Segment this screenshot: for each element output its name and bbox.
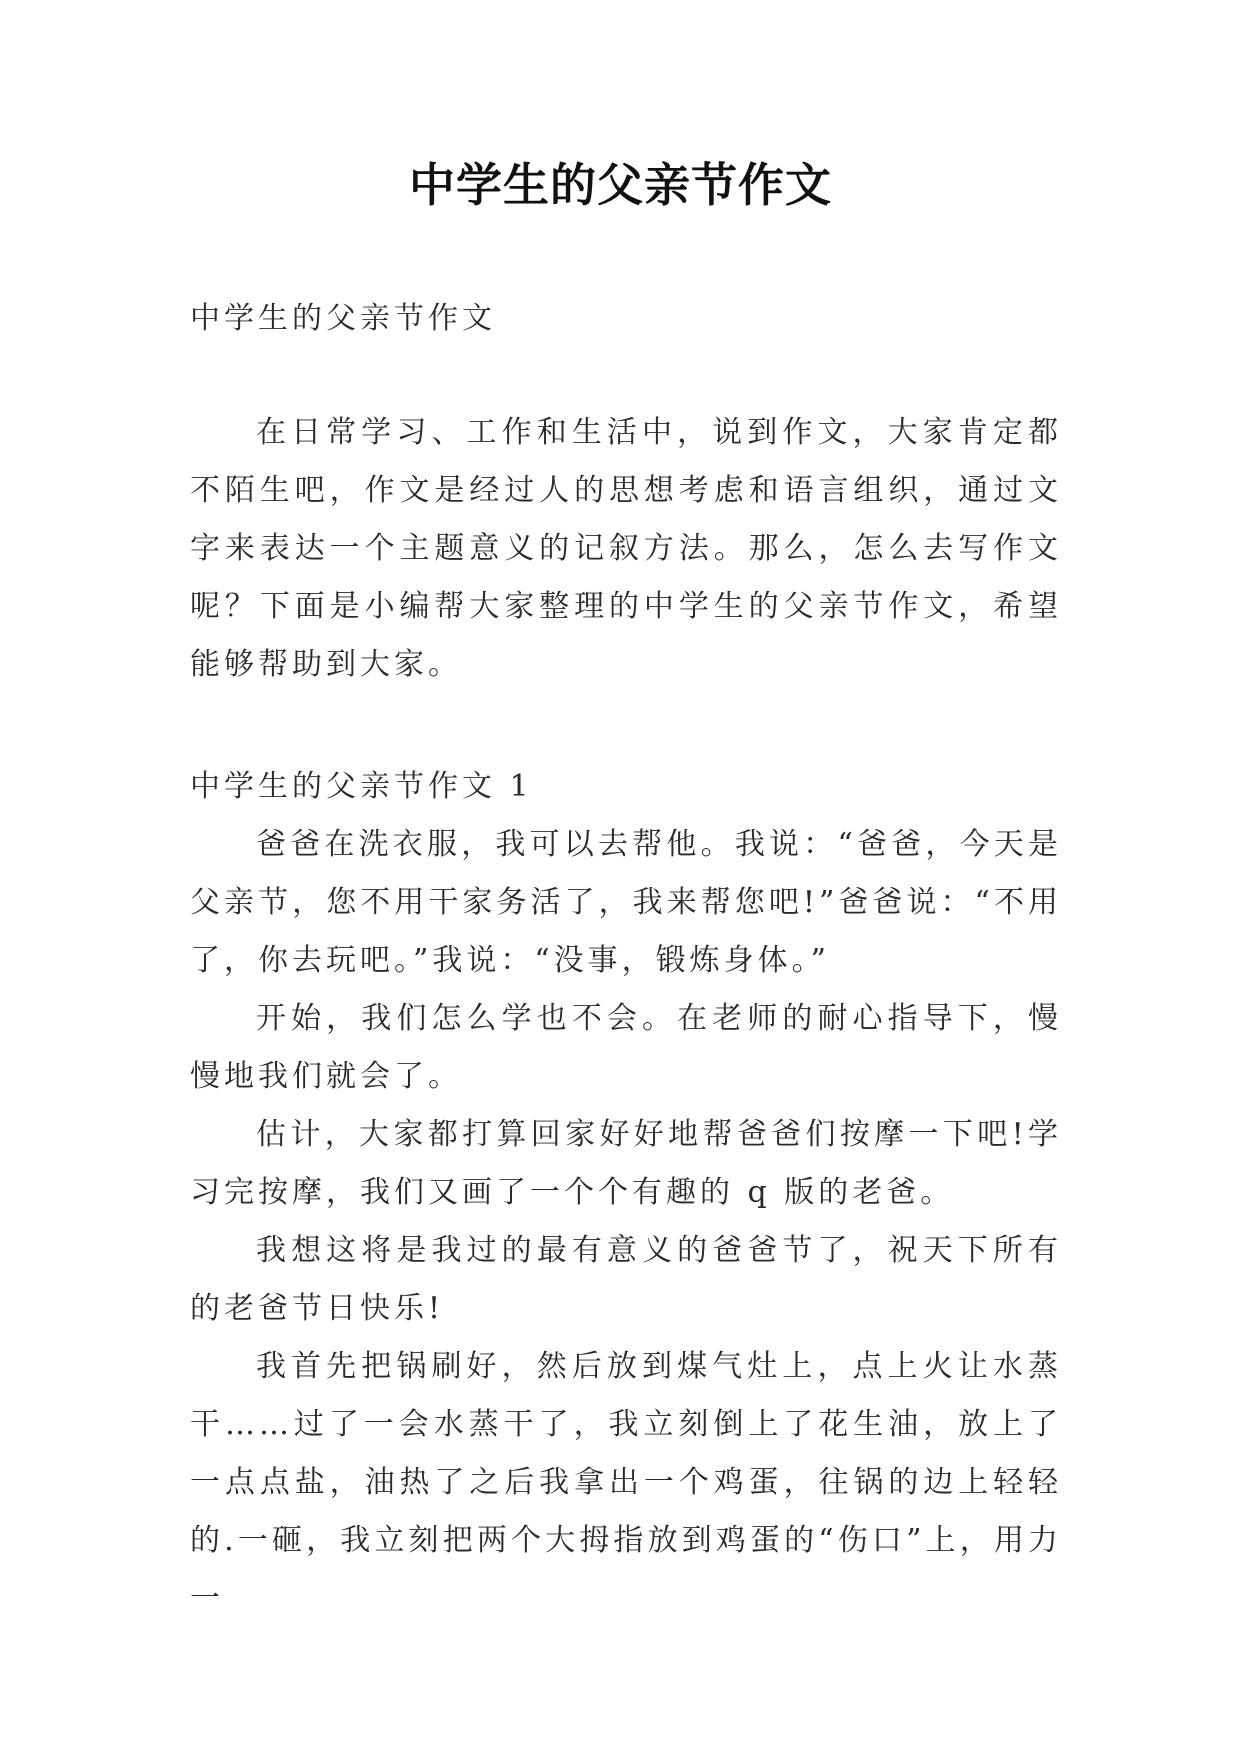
document-title: 中学生的父亲节作文 [409,158,832,212]
section-heading: 中学生的父亲节作文 1 [190,769,533,804]
essay-paragraph: 我想这将是我过的最有意义的爸爸节了，祝天下所有的老爸节日快乐! [190,1233,1062,1326]
document-subtitle: 中学生的父亲节作文 [190,301,496,336]
essay-body [190,816,1062,1628]
essay-paragraph: 开始，我们怎么学也不会。在老师的耐心指导下，慢慢地我们就会了。 [190,1001,1062,1094]
essay-paragraph: 我首先把锅刷好，然后放到煤气灶上，点上火让水蒸干……过了一会水蒸干了，我立刻倒上了花生油，放上了一点点盐，油热了之后我拿出一个鸡蛋，往锅的边上轻轻的.一砸，我立刻把两个大拇指放到鸡蛋的“伤口”上，用力一 [190,1349,1062,1616]
essay-paragraph: 爸爸在洗衣服，我可以去帮他。我说：“爸爸，今天是父亲节，您不用干家务活了，我来帮您吧!”爸爸说：“不用了，你去玩吧。”我说：“没事，锻炼身体。” [190,827,1062,978]
essay-paragraph: 估计，大家都打算回家好好地帮爸爸们按摩一下吧!学习完按摩，我们又画了一个个有趣的 q 版的老爸。 [190,1117,1062,1210]
intro-paragraph: 在日常学习、工作和生活中，说到作文，大家肯定都不陌生吧，作文是经过人的思想考虑和语言组织，通过文字来表达一个主题意义的记叙方法。那么，怎么去写作文呢？下面是小编帮大家整理的中学生的父亲节作文，希望能够帮助到大家。 [190,415,1062,682]
